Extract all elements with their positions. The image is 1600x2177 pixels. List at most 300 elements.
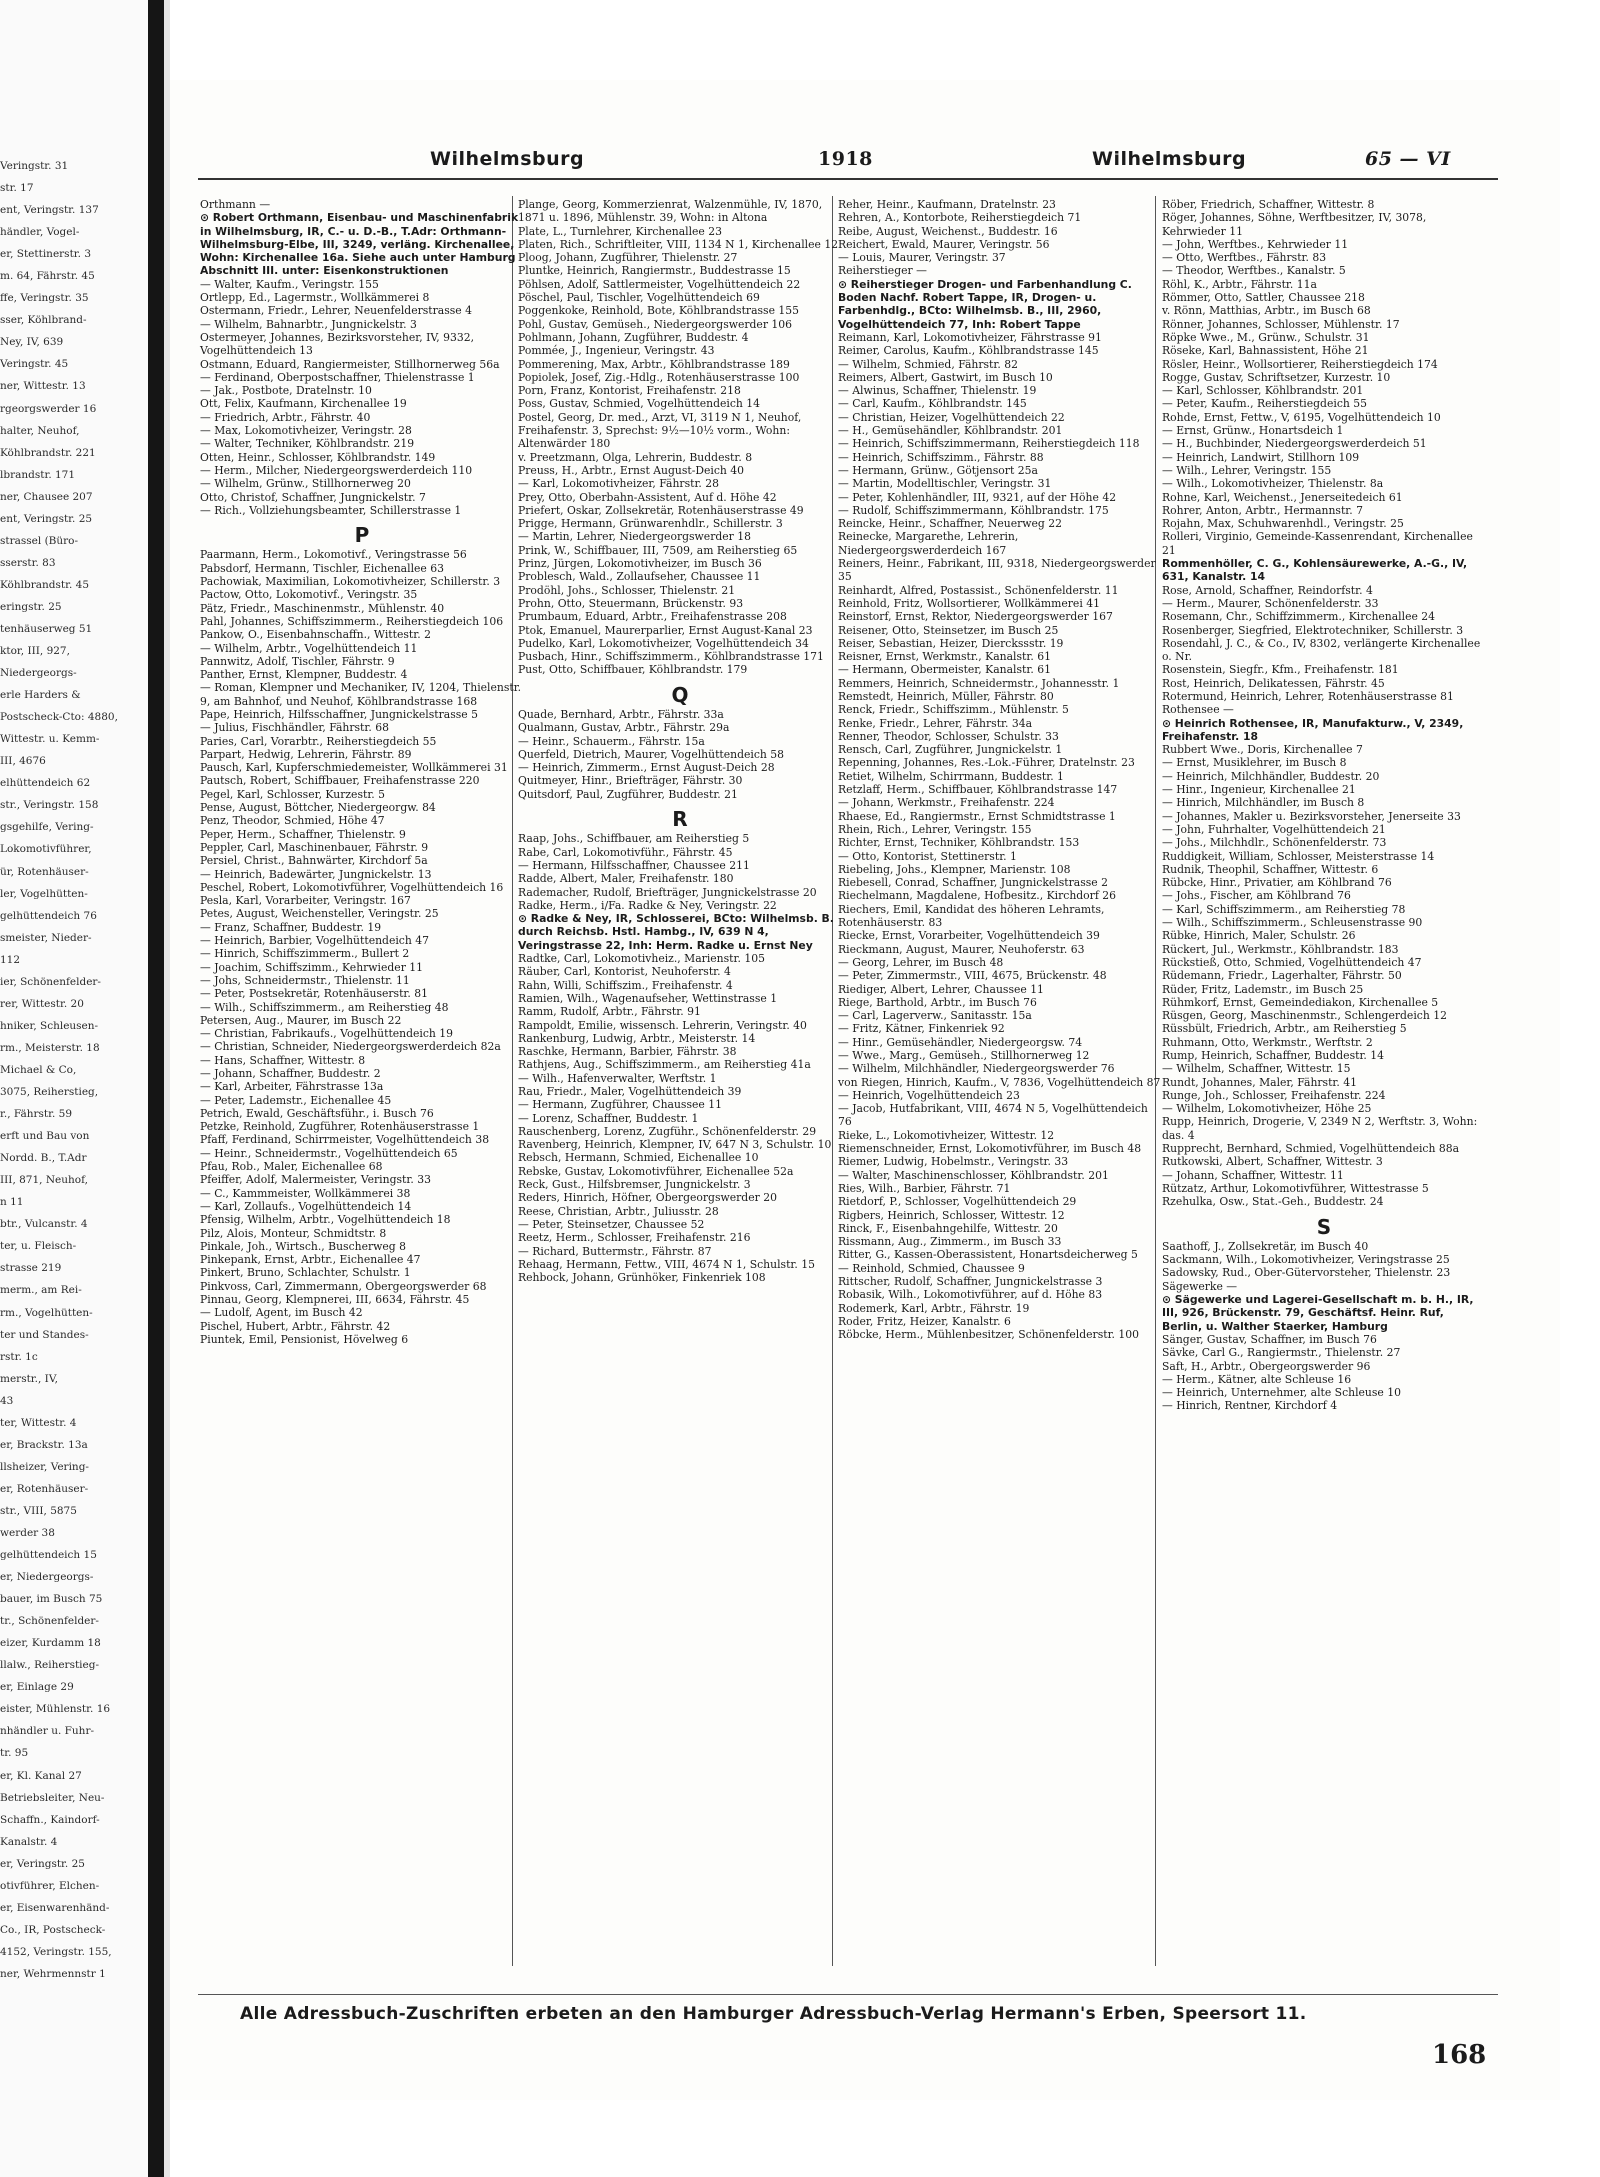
- directory-entry: Pudelko, Karl, Lokomotivheizer, Vogelhüttendeich 34: [518, 636, 809, 650]
- directory-entry: Quade, Bernhard, Arbtr., Fährstr. 33a: [518, 707, 724, 721]
- strip-line: ler, Vogelhütten-: [0, 887, 88, 900]
- directory-entry: Renck, Friedr., Schiffszimm., Mühlenstr. 5: [838, 703, 1069, 717]
- directory-entry: Reiser, Sebastian, Heizer, Dierckssstr. 19: [838, 636, 1064, 650]
- directory-column-2: [518, 198, 842, 1284]
- directory-entry: Reichert, Ewald, Maurer, Veringstr. 56: [838, 237, 1050, 251]
- directory-entry: — Peter, Postsekretär, Rotenhäuserstr. 81: [200, 987, 429, 1001]
- directory-entry: — Hinrich, Schiffszimmerm., Bullert 2: [200, 947, 410, 961]
- directory-entry: Riemer, Ludwig, Hobelmstr., Veringstr. 33: [838, 1155, 1069, 1169]
- directory-entry: Remstedt, Heinrich, Müller, Fährstr. 80: [838, 689, 1054, 703]
- directory-entry: — Johann, Werkmstr., Freihafenstr. 224: [838, 796, 1055, 810]
- directory-entry: — Heinr., Schauerm., Fährstr. 15a: [518, 734, 705, 748]
- directory-entry: Reher, Heinr., Kaufmann, Dratelnstr. 23: [838, 198, 1056, 211]
- strip-line: ent, Veringstr. 25: [0, 512, 93, 525]
- strip-line: III, 4676: [0, 755, 46, 768]
- directory-entry: Roder, Fritz, Heizer, Kanalstr. 6: [838, 1314, 1011, 1328]
- strip-line: erle Harders &: [0, 689, 81, 702]
- strip-line: merm., am Rei-: [0, 1284, 82, 1297]
- directory-entry: — C., Kammmeister, Wollkämmerei 38: [200, 1186, 411, 1200]
- directory-entry: Pesla, Karl, Vorarbeiter, Veringstr. 167: [200, 894, 411, 908]
- directory-entry: Rieke, L., Lokomotivheizer, Wittestr. 12: [838, 1128, 1055, 1142]
- directory-entry: Pausch, Karl, Kupferschmiedemeister, Wollkämmerei 31: [200, 761, 508, 775]
- directory-entry: Rundt, Johannes, Maler, Fährstr. 41: [1162, 1075, 1358, 1089]
- directory-entry: — Herm., Kätner, alte Schleuse 16: [1162, 1372, 1352, 1386]
- directory-entry: — Heinrich, Vogelhüttendeich 23: [838, 1088, 1020, 1102]
- directory-entry: Räuber, Carl, Kontorist, Neuhoferstr. 4: [518, 965, 731, 979]
- directory-entry: Röhl, K., Arbtr., Fährstr. 11a: [1162, 277, 1317, 291]
- directory-entry: Reetz, Herm., Schlosser, Freihafenstr. 216: [518, 1231, 751, 1245]
- directory-entry: Sävke, Carl G., Rangiermstr., Thielenstr. 27: [1162, 1346, 1401, 1360]
- directory-entry: — Martin, Modelltischler, Veringstr. 31: [838, 477, 1052, 491]
- strip-line: eringstr. 25: [0, 600, 62, 613]
- strip-line: ner, Chausee 207: [0, 490, 93, 503]
- directory-entry: Rittscher, Rudolf, Schaffner, Jungnickelstrasse 3: [838, 1275, 1103, 1289]
- directory-entry: Pinkale, Joh., Wirtsch., Buscherweg 8: [200, 1239, 406, 1253]
- directory-entry: — Peter, Lademstr., Eichenallee 45: [200, 1093, 392, 1107]
- directory-entry: Pommerening, Max, Arbtr., Köhlbrandstrasse 189: [518, 357, 790, 371]
- directory-entry: Paarmann, Herm., Lokomotivf., Veringstrasse 56: [200, 548, 467, 562]
- strip-line: ent, Veringstr. 137: [0, 204, 99, 217]
- directory-entry: — Wilhelm, Schaffner, Wittestr. 15: [1162, 1062, 1351, 1076]
- directory-entry: Saft, H., Arbtr., Obergeorgswerder 96: [1162, 1359, 1371, 1373]
- directory-entry: Rupp, Heinrich, Drogerie, V, 2349 N 2, Werftstr. 3, Wohn: das. 4: [1162, 1115, 1478, 1142]
- directory-entry: — Julius, Fischhändler, Fährstr. 68: [200, 721, 389, 735]
- directory-entry: — Johs., Milchhdlr., Schönenfelderstr. 73: [1162, 836, 1387, 850]
- strip-line: eizer, Kurdamm 18: [0, 1637, 101, 1650]
- directory-entry: — Karl, Schiffszimmerm., am Reiherstieg 78: [1162, 902, 1406, 916]
- directory-entry: — Karl, Arbeiter, Fährstrasse 13a: [200, 1080, 384, 1094]
- directory-entry: Rehbock, Johann, Grünhöker, Finkenriek 108: [518, 1271, 766, 1285]
- directory-entry: Pabsdorf, Hermann, Tischler, Eichenallee 63: [200, 561, 444, 575]
- strip-line: Michael & Co,: [0, 1063, 77, 1076]
- directory-entry: Pankow, O., Eisenbahnschaffn., Wittestr. 2: [200, 628, 431, 642]
- strip-line: otivführer, Elchen-: [0, 1879, 100, 1892]
- directory-entry: Reders, Hinrich, Höfner, Obergeorgswerder 20: [518, 1191, 777, 1205]
- directory-entry: Petrich, Ewald, Geschäftsführ., i. Busch 76: [200, 1106, 434, 1120]
- strip-line: 112: [0, 953, 21, 966]
- directory-entry: Pfensig, Wilhelm, Arbtr., Vogelhüttendeich 18: [200, 1213, 451, 1227]
- directory-entry: — Christian, Heizer, Vogelhüttendeich 22: [838, 410, 1065, 424]
- strip-line: nhändler u. Fuhr-: [0, 1725, 95, 1738]
- directory-entry: Priefert, Oskar, Zollsekretär, Rotenhäuserstrasse 49: [518, 503, 804, 517]
- directory-entry: — H., Gemüsehändler, Köhlbrandstr. 201: [838, 424, 1063, 438]
- directory-entry: Röseke, Karl, Bahnassistent, Höhe 21: [1162, 344, 1369, 358]
- directory-entry: Riege, Barthold, Arbtr., im Busch 76: [838, 995, 1037, 1009]
- directory-entry: Pöhlsen, Adolf, Sattlermeister, Vogelhüttendeich 22: [518, 277, 801, 291]
- directory-entry: ⊙ Heinrich Rothensee, IR, Manufakturw., V, 2349, Freihafenstr. 18: [1162, 716, 1464, 743]
- directory-entry: — Louis, Maurer, Veringstr. 37: [838, 251, 1006, 265]
- directory-entry: Pense, August, Böttcher, Niedergeorgw. 84: [200, 801, 436, 815]
- directory-entry: Pinnau, Georg, Klempnerei, III, 6634, Fährstr. 45: [200, 1293, 470, 1307]
- directory-entry: Pegel, Karl, Schlosser, Kurzestr. 5: [200, 787, 386, 801]
- strip-line: Postscheck-Cto: 4880,: [0, 711, 118, 724]
- directory-column-1: [200, 198, 524, 1346]
- directory-entry: — Hermann, Zugführer, Chaussee 11: [518, 1098, 722, 1112]
- strip-line: n 11: [0, 1196, 24, 1209]
- section-letter: Q: [671, 682, 689, 707]
- strip-line: elhüttendeich 62: [0, 777, 91, 790]
- directory-entry: — Heinrich, Unternehmer, alte Schleuse 10: [1162, 1386, 1401, 1400]
- directory-entry: Problesch, Wald., Zollaufseher, Chaussee 11: [518, 570, 761, 584]
- directory-entry: Riechelmann, Magdalene, Hofbesitz., Kirchdorf 26: [838, 889, 1117, 903]
- strip-line: ür, Rotenhäuser-: [0, 865, 89, 878]
- directory-entry: — Heinrich, Schiffszimm., Fährstr. 88: [838, 450, 1044, 464]
- directory-entry: Raschke, Hermann, Barbier, Fährstr. 38: [518, 1045, 737, 1059]
- directory-entry: Rose, Arnold, Schaffner, Reindorfstr. 4: [1162, 583, 1373, 597]
- directory-entry: — Rudolf, Schiffszimmermann, Köhlbrandstr. 175: [838, 503, 1109, 517]
- directory-entry: Renner, Theodor, Schlosser, Schulstr. 33: [838, 729, 1059, 743]
- directory-entry: — Hinr., Ingenieur, Kirchenallee 21: [1162, 783, 1356, 797]
- directory-entry: Rüder, Fritz, Lademstr., im Busch 25: [1162, 982, 1364, 996]
- strip-line: erft und Bau von: [0, 1130, 90, 1143]
- directory-entry: Rhein, Rich., Lehrer, Veringstr. 155: [838, 822, 1032, 836]
- directory-entry: — Walter, Maschinenschlosser, Köhlbrandstr. 201: [838, 1168, 1109, 1182]
- directory-entry: — Christian, Schneider, Niedergeorgswerderdeich 82a: [200, 1040, 501, 1054]
- strip-line: rgeorgswerder 16: [0, 402, 97, 415]
- directory-entry: — Hermann, Hilfsschaffner, Chaussee 211: [518, 858, 750, 872]
- directory-entry: Rigbers, Heinrich, Schlosser, Wittestr. 12: [838, 1208, 1065, 1222]
- directory-entry: Persiel, Christ., Bahnwärter, Kirchdorf 5a: [200, 854, 428, 868]
- directory-entry: Radtke, Carl, Lokomotivheiz., Marienstr. 105: [518, 952, 765, 966]
- strip-line: str., Veringstr. 158: [0, 799, 99, 812]
- directory-entry: Pachowiak, Maximilian, Lokomotivheizer, Schillerstr. 3: [200, 575, 501, 589]
- strip-line: rer, Wittestr. 20: [0, 997, 84, 1010]
- directory-entry: Porn, Franz, Kontorist, Freihafenstr. 218: [518, 384, 741, 398]
- strip-line: ner, Wehrmennstr 1: [0, 1967, 106, 1980]
- directory-entry: — Ernst, Grünw., Honartsdeich 1: [1162, 424, 1344, 438]
- directory-entry: Pinkepank, Ernst, Arbtr., Eichenallee 47: [200, 1253, 421, 1267]
- directory-entry: — Hinrich, Rentner, Kirchdorf 4: [1162, 1399, 1338, 1413]
- directory-entry: Reibe, August, Weichenst., Buddestr. 16: [838, 224, 1058, 238]
- footer-notice: Alle Adressbuch-Zuschriften erbeten an den Hamburger Adressbuch-Verlag Hermann's Erben, Speersort 11.: [240, 2004, 1307, 2024]
- strip-line: ter und Standes-: [0, 1328, 89, 1341]
- directory-entry: Poggenkoke, Reinhold, Bote, Köhlbrandstrasse 155: [518, 304, 800, 318]
- directory-entry: Rutkowski, Albert, Schaffner, Wittestr. 3: [1162, 1155, 1383, 1169]
- directory-entry: Pischel, Hubert, Arbtr., Fährstr. 42: [200, 1319, 391, 1333]
- directory-entry: Rupprecht, Bernhard, Schmied, Vogelhüttendeich 88a: [1162, 1142, 1460, 1156]
- directory-entry: Ortlepp, Ed., Lagermstr., Wollkämmerei 8: [200, 291, 430, 305]
- directory-entry: Sänger, Gustav, Schaffner, im Busch 76: [1162, 1332, 1377, 1346]
- strip-line: btr., Vulcanstr. 4: [0, 1218, 88, 1231]
- directory-entry: — Hans, Schaffner, Wittestr. 8: [200, 1053, 366, 1067]
- directory-entry: Ostermeyer, Johannes, Bezirksvorsteher, IV, 9332, Vogelhüttendeich 13: [200, 330, 475, 358]
- directory-entry: Pape, Heinrich, Hilfsschaffner, Jungnickelstrasse 5: [200, 707, 478, 721]
- directory-entry: Petzke, Reinhold, Zugführer, Rotenhäuserstrasse 1: [200, 1120, 480, 1134]
- strip-line: Ney, IV, 639: [0, 336, 64, 349]
- directory-entry: — Heinrich, Schiffszimmermann, Reiherstiegdeich 118: [838, 437, 1140, 451]
- directory-entry: Saathoff, J., Zollsekretär, im Busch 40: [1162, 1239, 1369, 1253]
- directory-entry: — H., Buchbinder, Niedergeorgswerderdeich 51: [1162, 437, 1427, 451]
- directory-entry: Popiolek, Josef, Zig.-Hdlg., Rotenhäuserstrasse 100: [518, 370, 800, 384]
- directory-entry: Rauschenberg, Lorenz, Zugführ., Schönenfelderstr. 29: [518, 1124, 817, 1138]
- directory-entry: — Lorenz, Schaffner, Buddestr. 1: [518, 1111, 699, 1125]
- directory-entry: Prey, Otto, Oberbahn-Assistent, Auf d. Höhe 42: [518, 490, 777, 504]
- directory-entry: Rau, Friedr., Maler, Vogelhüttendeich 39: [518, 1085, 742, 1098]
- strip-line: merstr., IV,: [0, 1372, 58, 1385]
- directory-entry: Rückert, Jul., Werkmstr., Köhlbrandstr. 183: [1162, 942, 1399, 956]
- strip-line: rm., Vogelhütten-: [0, 1306, 93, 1319]
- header-year: 1918: [818, 148, 873, 170]
- directory-entry: Pluntke, Heinrich, Rangiermstr., Buddestrasse 15: [518, 264, 791, 278]
- directory-entry: Pust, Otto, Schiffbauer, Köhlbrandstr. 179: [518, 663, 748, 677]
- directory-entry: — Ludolf, Agent, im Busch 42: [200, 1306, 363, 1320]
- strip-line: ter, u. Fleisch-: [0, 1240, 77, 1253]
- header-left-title: Wilhelmsburg: [430, 148, 585, 170]
- strip-line: tr. 95: [0, 1747, 29, 1760]
- directory-entry: — Wilhelm, Lokomotivheizer, Höhe 25: [1162, 1102, 1372, 1116]
- directory-entry: Retiet, Wilhelm, Schirrmann, Buddestr. 1: [838, 769, 1064, 783]
- directory-entry: — Martin, Lehrer, Niedergeorgswerder 18: [518, 530, 751, 544]
- directory-entry: Penz, Theodor, Schmied, Höhe 47: [200, 814, 385, 828]
- directory-entry: — Jak., Postbote, Dratelnstr. 10: [200, 384, 372, 398]
- directory-entry: Rothensee —: [1162, 703, 1234, 717]
- directory-entry: — Johs., Fischer, am Köhlbrand 76: [1162, 889, 1351, 903]
- directory-entry: Reisener, Otto, Steinsetzer, im Busch 25: [838, 623, 1059, 637]
- directory-entry: Rommenhöller, C. G., Kohlensäurewerke, A.-G., IV, 631, Kanalstr. 14: [1162, 557, 1468, 584]
- directory-entry: Rückstieß, Otto, Schmied, Vogelhüttendeich 47: [1162, 955, 1422, 969]
- directory-entry: — Carl, Kaufm., Köhlbrandstr. 145: [838, 397, 1027, 411]
- directory-entry: Rzehulka, Osw., Stat.-Geh., Buddestr. 24: [1162, 1195, 1384, 1209]
- directory-entry: — Wilh., Schiffszimmerm., Schleusenstrasse 90: [1162, 916, 1423, 930]
- directory-entry: Pinkvoss, Carl, Zimmermann, Obergeorgswerder 68: [200, 1279, 487, 1293]
- header-right-title: Wilhelmsburg: [1092, 148, 1247, 170]
- directory-entry: Röger, Johannes, Söhne, Werftbesitzer, IV, 3078, Kehrwieder 11: [1162, 211, 1427, 238]
- directory-entry: Riecke, Ernst, Vorarbeiter, Vogelhüttendeich 39: [838, 929, 1100, 943]
- directory-entry: — Heinrich, Landwirt, Stillhorn 109: [1162, 450, 1360, 464]
- directory-entry: — Alwinus, Schaffner, Thielenstr. 19: [838, 384, 1037, 398]
- directory-entry: — Otto, Kontorist, Stettinerstr. 1: [838, 849, 1017, 863]
- directory-entry: Ott, Felix, Kaufmann, Kirchenallee 19: [200, 397, 407, 411]
- directory-entry: Renke, Friedr., Lehrer, Fährstr. 34a: [838, 716, 1033, 730]
- directory-entry: Rosenberger, Siegfried, Elektrotechniker, Schillerstr. 3: [1162, 623, 1464, 637]
- directory-entry: Preuss, H., Arbtr., Ernst August-Deich 40: [518, 463, 745, 477]
- directory-entry: — Friedrich, Arbtr., Fährstr. 40: [200, 410, 371, 424]
- strip-line: Schaffn., Kaindorf-: [0, 1813, 100, 1826]
- strip-line: lbrandstr. 171: [0, 468, 76, 481]
- directory-entry: Reisner, Ernst, Werkmstr., Kanalstr. 61: [838, 650, 1051, 664]
- directory-entry: Poss, Gustav, Schmied, Vogelhüttendeich 14: [518, 397, 761, 411]
- directory-entry: — John, Werftbes., Kehrwieder 11: [1162, 237, 1349, 251]
- directory-entry: — Richard, Buttermstr., Fährstr. 87: [518, 1244, 712, 1258]
- page-number: 168: [1432, 2040, 1487, 2070]
- directory-column-4: [1162, 198, 1486, 1413]
- directory-entry: v. Rönn, Matthias, Arbtr., im Busch 68: [1162, 304, 1371, 318]
- directory-entry: Ramien, Wilh., Wagenaufseher, Wettinstrasse 1: [518, 991, 778, 1005]
- directory-entry: Ries, Wilh., Barbier, Fährstr. 71: [838, 1181, 1011, 1195]
- directory-entry: Ploog, Johann, Zugführer, Thielenstr. 27: [518, 251, 738, 265]
- directory-entry: — Peter, Kohlenhändler, III, 9321, auf der Höhe 42: [838, 490, 1117, 504]
- directory-entry: Rosemann, Chr., Schiffzimmerm., Kirchenallee 24: [1162, 610, 1436, 624]
- directory-entry: Robasik, Wilh., Lokomotivführer, auf d. Höhe 83: [838, 1288, 1103, 1302]
- directory-entry: Ptok, Emanuel, Maurerparlier, Ernst August-Kanal 23: [518, 623, 813, 637]
- directory-entry: Ravenberg, Heinrich, Klempner, IV, 647 N 3, Schulstr. 10: [518, 1138, 832, 1152]
- directory-entry: — Johs, Schneidermstr., Thielenstr. 11: [200, 973, 410, 987]
- strip-line: sser, Köhlbrand-: [0, 314, 87, 327]
- section-letter: S: [1316, 1214, 1332, 1239]
- directory-entry: Rojahn, Max, Schuhwarenhdl., Veringstr. 25: [1162, 517, 1404, 531]
- directory-entry: — Karl, Lokomotivheizer, Fährstr. 28: [518, 477, 720, 491]
- directory-entry: Rösler, Heinr., Wollsortierer, Reiherstiegdeich 174: [1162, 357, 1438, 371]
- directory-entry: Reese, Christian, Arbtr., Juliusstr. 28: [518, 1204, 719, 1218]
- directory-entry: Rost, Heinrich, Delikatessen, Fährstr. 45: [1162, 676, 1385, 690]
- directory-entry: Prigge, Hermann, Grünwarenhdlr., Schillerstr. 3: [518, 517, 783, 531]
- strip-line: er, Stettinerstr. 3: [0, 248, 92, 261]
- strip-line: er, Eisenwarenhänd-: [0, 1901, 110, 1914]
- directory-entry: — Theodor, Werftbes., Kanalstr. 5: [1162, 264, 1346, 278]
- directory-entry: Rehaag, Hermann, Fettw., VIII, 4674 N 1, Schulstr. 15: [518, 1257, 815, 1271]
- directory-entry: Otten, Heinr., Schlosser, Köhlbrandstr. 149: [200, 450, 436, 464]
- directory-entry: — Wwe., Marg., Gemüseh., Stillhornerweg 12: [838, 1049, 1090, 1062]
- directory-entry: Rissmann, Aug., Zimmerm., im Busch 33: [838, 1235, 1062, 1249]
- directory-entry: Reimann, Karl, Lokomotivheizer, Fährstrasse 91: [838, 330, 1102, 344]
- header-page-ref: 65 — VI: [1365, 148, 1451, 170]
- strip-line: er, Niedergeorgs-: [0, 1571, 94, 1584]
- directory-entry: — Heinrich, Milchhändler, Buddestr. 20: [1162, 769, 1380, 783]
- directory-entry: Rathjens, Aug., Schiffszimmerm., am Reiherstieg 41a: [518, 1058, 811, 1072]
- directory-entry: Riebesell, Conrad, Schaffner, Jungnickelstrasse 2: [838, 876, 1108, 890]
- strip-line: er, Kl. Kanal 27: [0, 1769, 82, 1782]
- directory-entry: — Hinr., Gemüsehändler, Niedergeorgsw. 74: [838, 1035, 1083, 1049]
- directory-entry: — Roman, Klempner und Mechaniker, IV, 1204, Thielenstr. 9, am Bahnhof, und Neuhof, Köhlbrandstrasse 168: [200, 681, 522, 708]
- directory-entry: — Hermann, Obermeister, Kanalstr. 61: [838, 663, 1051, 677]
- directory-entry: Rüssbült, Friedrich, Arbtr., am Reiherstieg 5: [1162, 1022, 1407, 1036]
- strip-line: sserstr. 83: [0, 556, 56, 569]
- directory-entry: Rubbert Wwe., Doris, Kirchenallee 7: [1162, 743, 1363, 757]
- directory-entry: Quitsdorf, Paul, Zugführer, Buddestr. 21: [518, 787, 738, 801]
- directory-entry: — Christian, Fabrikaufs., Vogelhüttendeich 19: [200, 1027, 454, 1041]
- strip-line: llsheizer, Vering-: [0, 1460, 89, 1473]
- directory-entry: — Peter, Kaufm., Reiherstiegdeich 55: [1162, 397, 1367, 411]
- directory-entry: Reimers, Albert, Gastwirt, im Busch 10: [838, 370, 1053, 384]
- directory-entry: — Heinr., Schneidermstr., Vogelhüttendeich 65: [200, 1146, 458, 1160]
- directory-entry: Rosendahl, J. C., & Co., IV, 8302, verlängerte Kirchenallee o. Nr.: [1162, 636, 1481, 664]
- strip-line: werder 38: [0, 1526, 55, 1539]
- directory-entry: — Wilhelm, Arbtr., Vogelhüttendeich 11: [200, 641, 418, 655]
- strip-line: gelhüttendeich 76: [0, 909, 97, 922]
- directory-column-3: [838, 198, 1162, 1342]
- directory-entry: — Wilh., Lehrer, Veringstr. 155: [1162, 463, 1332, 477]
- directory-entry: Reinhardt, Alfred, Postassist., Schönenfelderstr. 11: [838, 583, 1119, 597]
- directory-entry: Riechers, Emil, Kandidat des höheren Lehramts, Rotenhäuserstr. 83: [838, 902, 1105, 930]
- directory-entry: Pommée, J., Ingenieur, Veringstr. 43: [518, 344, 715, 358]
- directory-entry: Pöschel, Paul, Tischler, Vogelhüttendeich 69: [518, 291, 760, 305]
- directory-entry: — Johann, Schaffner, Wittestr. 11: [1162, 1168, 1344, 1182]
- directory-entry: Pannwitz, Adolf, Tischler, Fährstr. 9: [200, 654, 395, 668]
- directory-entry: Pactow, Otto, Lokomotivf., Veringstr. 35: [200, 588, 418, 602]
- directory-entry: Pfaff, Ferdinand, Schirrmeister, Vogelhüttendeich 38: [200, 1133, 490, 1147]
- directory-entry: Reiherstieger —: [838, 264, 927, 278]
- book-gutter: [148, 0, 164, 2177]
- directory-entry: — Wilh., Schiffszimmerm., am Reiherstieg 48: [200, 1000, 449, 1014]
- directory-entry: ⊙ Radke & Ney, IR, Schlosserei, BCto: Wilhelmsb. B. durch Reichsb. Hstl. Hambg., IV, 639 N 4, Veringstrasse 22, Inh: Herm. Radke u. Ernst Ney: [518, 912, 834, 952]
- directory-entry: Rieckmann, August, Maurer, Neuhoferstr. 63: [838, 942, 1085, 956]
- directory-entry: Peper, Herm., Schaffner, Thielenstr. 9: [200, 827, 406, 841]
- directory-entry: — Wilh., Lokomotivheizer, Thielenstr. 8a: [1162, 477, 1384, 491]
- directory-entry: Quitmeyer, Hinr., Briefträger, Fährstr. 30: [518, 774, 743, 788]
- directory-entry: Ostermann, Friedr., Lehrer, Neuenfelderstrasse 4: [200, 304, 472, 318]
- section-letter: R: [672, 807, 688, 832]
- directory-entry: Rankenburg, Ludwig, Arbtr., Meisterstr. 14: [518, 1031, 756, 1045]
- directory-entry: Rensch, Carl, Zugführer, Jungnickelstr. 1: [838, 743, 1063, 757]
- strip-line: 43: [0, 1394, 14, 1407]
- directory-entry: Sackmann, Wilh., Lokomotivheizer, Veringstrasse 25: [1162, 1253, 1450, 1267]
- strip-line: Niedergeorgs-: [0, 667, 77, 680]
- directory-entry: Plate, L., Turnlehrer, Kirchenallee 23: [518, 224, 722, 238]
- strip-line: rm., Meisterstr. 18: [0, 1041, 100, 1054]
- strip-line: smeister, Nieder-: [0, 931, 92, 944]
- directory-entry: Pohl, Gustav, Gemüseh., Niedergeorgswerder 106: [518, 317, 793, 331]
- directory-entry: — Herm., Maurer, Schönenfelderstr. 33: [1162, 596, 1379, 610]
- directory-entry: Rudnik, Theophil, Schaffner, Wittestr. 6: [1162, 862, 1379, 876]
- strip-line: Köhlbrandstr. 221: [0, 446, 96, 459]
- strip-line: ktor, III, 927,: [0, 645, 70, 658]
- strip-line: händler, Vogel-: [0, 226, 80, 239]
- directory-entry: Prumbaum, Eduard, Arbtr., Freihafenstrasse 208: [518, 610, 787, 624]
- directory-entry: Prodöhl, Johs., Schlosser, Thielenstr. 21: [518, 583, 736, 597]
- directory-entry: Richter, Ernst, Techniker, Köhlbrandstr. 153: [838, 836, 1080, 850]
- strip-line: tr., Schönenfelder-: [0, 1615, 99, 1628]
- directory-entry: Panther, Ernst, Klempner, Buddestr. 4: [200, 668, 408, 682]
- directory-entry: Prink, W., Schiffbauer, III, 7509, am Reiherstieg 65: [518, 543, 798, 557]
- strip-line: gsgehilfe, Vering-: [0, 821, 94, 834]
- directory-entry: Platen, Rich., Schriftleiter, VIII, 1134 N 1, Kirchenallee 12: [518, 237, 839, 251]
- strip-line: Veringstr. 31: [0, 160, 69, 172]
- directory-entry: Rahn, Willi, Schiffszim., Freihafenstr. 4: [518, 978, 733, 992]
- strip-line: tenhäuserweg 51: [0, 623, 93, 635]
- strip-line: str. 17: [0, 182, 34, 195]
- footer-rule: [198, 1994, 1498, 1995]
- directory-entry: Plange, Georg, Kommerzienrat, Walzenmühle, IV, 1870, 1871 u. 1896, Mühlenstr. 39, Wohn: in Altona: [518, 198, 823, 225]
- strip-line: 3075, Reiherstieg,: [0, 1086, 99, 1099]
- directory-entry: Rützatz, Arthur, Lokomotivführer, Wittestrasse 5: [1162, 1181, 1429, 1195]
- directory-entry: — Carl, Lagerverw., Sanitasstr. 15a: [838, 1009, 1032, 1023]
- directory-entry: Repenning, Johannes, Res.-Lok.-Führer, Dratelnstr. 23: [838, 756, 1135, 770]
- directory-entry: Rampoldt, Emilie, wissensch. Lehrerin, Veringstr. 40: [518, 1018, 807, 1032]
- directory-entry: — Joachim, Schiffszimm., Kehrwieder 11: [200, 960, 424, 974]
- directory-entry: — Peter, Zimmermstr., VIII, 4675, Brückenstr. 48: [838, 969, 1107, 983]
- directory-entry: Rübke, Hinrich, Maler, Schulstr. 26: [1162, 929, 1356, 943]
- directory-entry: Peppler, Carl, Maschinenbauer, Fährstr. 9: [200, 840, 429, 854]
- strip-line: strassel (Büro-: [0, 534, 79, 547]
- directory-entry: Riebeling, Johs., Klempner, Marienstr. 108: [838, 862, 1071, 876]
- directory-entry: Pautsch, Robert, Schiffbauer, Freihafenstrasse 220: [200, 774, 480, 788]
- directory-entry: Rüdemann, Friedr., Lagerhalter, Fährstr. 50: [1162, 969, 1402, 983]
- directory-entry: Rump, Heinrich, Schaffner, Buddestr. 14: [1162, 1049, 1385, 1062]
- directory-entry: — Rich., Vollziehungsbeamter, Schillerstrasse 1: [200, 503, 462, 517]
- directory-entry: Ramm, Rudolf, Arbtr., Fährstr. 91: [518, 1005, 701, 1019]
- directory-entry: Runge, Joh., Schlosser, Freihafenstr. 224: [1162, 1088, 1386, 1102]
- directory-entry: Reiners, Heinr., Fabrikant, III, 9318, Niedergeorgswerder 35: [838, 557, 1156, 584]
- directory-entry: Pahl, Johannes, Schiffszimmerm., Reiherstiegdeich 106: [200, 614, 504, 628]
- directory-entry: von Riegen, Hinrich, Kaufm., V, 7836, Vogelhüttendeich 87: [838, 1075, 1161, 1089]
- strip-line: rstr. 1c: [0, 1350, 38, 1363]
- directory-entry: Pätz, Friedr., Maschinenmstr., Mühlenstr. 40: [200, 601, 445, 615]
- directory-entry: Riediger, Albert, Lehrer, Chaussee 11: [838, 982, 1044, 996]
- directory-entry: Querfeld, Dietrich, Maurer, Vogelhüttendeich 58: [518, 747, 785, 761]
- directory-entry: Petes, August, Weichensteller, Veringstr. 25: [200, 907, 439, 921]
- strip-line: bauer, im Busch 75: [0, 1593, 103, 1606]
- directory-entry: Rühmkorf, Ernst, Gemeindediakon, Kirchenallee 5: [1162, 995, 1439, 1009]
- directory-entry: — Wilhelm, Bahnarbtr., Jungnickelstr. 3: [200, 317, 417, 331]
- directory-entry: Röber, Friedrich, Schaffner, Wittestr. 8: [1162, 198, 1375, 211]
- directory-entry: Reinecke, Margarethe, Lehrerin, Niedergeorgswerderdeich 167: [838, 530, 1019, 557]
- strip-line: Betriebsleiter, Neu-: [0, 1791, 105, 1804]
- strip-line: Wittestr. u. Kemm-: [0, 733, 100, 746]
- directory-entry: Rademacher, Rudolf, Briefträger, Jungnickelstrasse 20: [518, 885, 817, 899]
- strip-line: eister, Mühlenstr. 16: [0, 1703, 111, 1716]
- directory-entry: Rolleri, Virginio, Gemeinde-Kassenrendant, Kirchenallee 21: [1162, 530, 1473, 557]
- directory-entry: — Ferdinand, Oberpostschaffner, Thielenstrasse 1: [200, 370, 475, 384]
